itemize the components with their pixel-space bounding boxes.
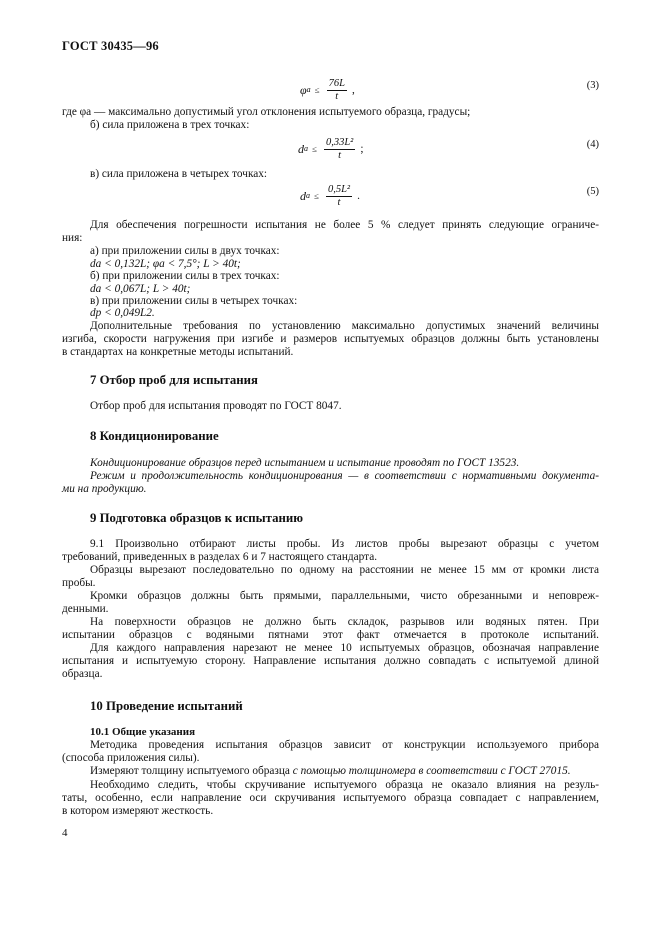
formula-fraction [324,137,355,162]
formula-fraction [326,184,352,209]
condition-v: в) при приложении силы в четырех точках: [90,295,298,307]
condition-a-values: da < 0,132L; φa < 7,5°; L > 40t; [90,258,241,270]
formula-symbol: d [298,142,304,157]
formula-4 [298,137,363,162]
section-8-paragraph: ми на продукцию. [62,483,147,495]
section-8-paragraph: Режим и продолжительность кондиционирования — в соответствии с нормативными документа- [90,470,599,482]
condition-v-values: dp < 0,049L2. [90,307,155,319]
formula-denominator: t [335,91,339,102]
formula-subscript: a [304,144,308,154]
formula-denominator: t [338,150,342,161]
item-b-three-points: б) сила приложена в трех точках: [90,119,250,131]
formula-numerator: 76L [328,78,345,89]
item-v-four-points: в) сила приложена в четырех точках: [90,168,268,180]
formula-relation: ≤ [314,85,320,96]
where-phi-text: где φa — максимально допустимый угол отклонения испытуемого образца, градусы; [62,106,471,118]
section-9-paragraph: требований, приведенных в разделах 6 и 7 настоящего стандарта. [62,551,378,563]
formula-symbol: φ [300,83,307,98]
equation-number-5: (5) [586,186,599,197]
section-10-paragraph: таты, особенно, если направление оси скручивания испытуемого образца совпадает с направлением, [62,792,599,804]
section-9-paragraph: На поверхности образцов не должно быть складок, разрывов или водяных пятен. При [90,616,599,628]
accuracy-text-line: Для обеспечения погрешности испытания не более 5 % следует принять следующие ограниче- [90,219,599,231]
thickness-reference: с помощью толщиномера в соответствии с ГОСТ 27015. [292,765,571,777]
formula-relation: ≤ [312,144,317,155]
section-9-heading: 9 Подготовка образцов к испытанию [90,511,304,525]
formula-5 [300,184,360,209]
formula-relation: ≤ [314,191,319,202]
section-9-paragraph: Образцы вырезают последовательно по одному на расстоянии не менее 15 мм от кромки листа [90,564,599,576]
subsection-10-1-heading: 10.1 Общие указания [90,726,196,738]
section-10-paragraph: в котором измеряют жесткость. [62,805,214,817]
section-9-paragraph: испытания и испытуемую сторону. Направление испытания должно совпадать с испытуемой длиной [62,655,599,667]
section-8-heading: 8 Кондиционирование [90,429,219,443]
section-9-paragraph: 9.1 Произвольно отбирают листы пробы. Из листов пробы вырезают образцы с учетом [90,538,599,550]
section-9-paragraph: денными. [62,603,109,615]
section-9-paragraph: испытании образцов с водяными пятнами этот факт отмечается в протоколе испытаний. [62,629,599,641]
section-9-paragraph: пробы. [62,577,96,589]
formula-fraction [327,78,347,103]
formula-numerator: 0,5L² [327,184,351,195]
formula-punct: . [357,190,360,203]
section-9-paragraph: Кромки образцов должны быть прямыми, параллельными, чисто обрезанными и неповреж- [90,590,599,602]
extra-requirements-line: в стандартах на конкретные методы испытаний. [62,346,294,358]
section-10-paragraph: Методика проведения испытания образцов зависит от конструкции используемого прибора [90,739,599,751]
formula-punct: ; [360,143,364,156]
section-10-heading: 10 Проведение испытаний [90,699,243,713]
formula-3 [300,78,355,103]
condition-a: а) при приложении силы в двух точках: [90,245,280,257]
formula-symbol: d [300,189,306,204]
condition-b: б) при приложении силы в трех точках: [90,270,280,282]
extra-requirements-line: изгиба, скорости нагружения при изгибе и размеров испытуемых образцов должны быть установлены [62,333,599,345]
formula-denominator: t [337,197,341,208]
section-9-paragraph: Для каждого направления нарезают не менее 10 испытуемых образцов, обозначая направление [90,642,599,654]
formula-numerator: 0,33L² [325,137,354,148]
section-9-paragraph: образца. [62,668,103,680]
accuracy-text-line: ния: [62,232,83,244]
document-code: ГОСТ 30435—96 [62,39,159,53]
section-7-heading: 7 Отбор проб для испытания [90,373,258,387]
thickness-text: Измеряют толщину испытуемого образца [90,765,293,777]
condition-b-values: da < 0,067L; L > 40t; [90,283,191,295]
section-7-paragraph: Отбор проб для испытания проводят по ГОСТ 8047. [90,400,342,412]
extra-requirements-line: Дополнительные требования по установлению максимально допустимых значений величины [90,320,599,332]
equation-number-4: (4) [586,139,599,150]
formula-subscript: a [306,191,310,201]
formula-punct: , [351,84,355,97]
section-10-paragraph: Необходимо следить, чтобы скручивание испытуемого образца не оказало влияния на резуль- [90,779,599,791]
section-10-paragraph: (способа приложения силы). [62,752,200,764]
page-number: 4 [62,827,68,839]
section-8-paragraph: Кондиционирование образцов перед испытанием и испытание проводят по ГОСТ 13523. [90,457,520,469]
equation-number-3: (3) [586,80,599,91]
formula-subscript: a [306,85,311,95]
section-10-paragraph [90,765,599,778]
